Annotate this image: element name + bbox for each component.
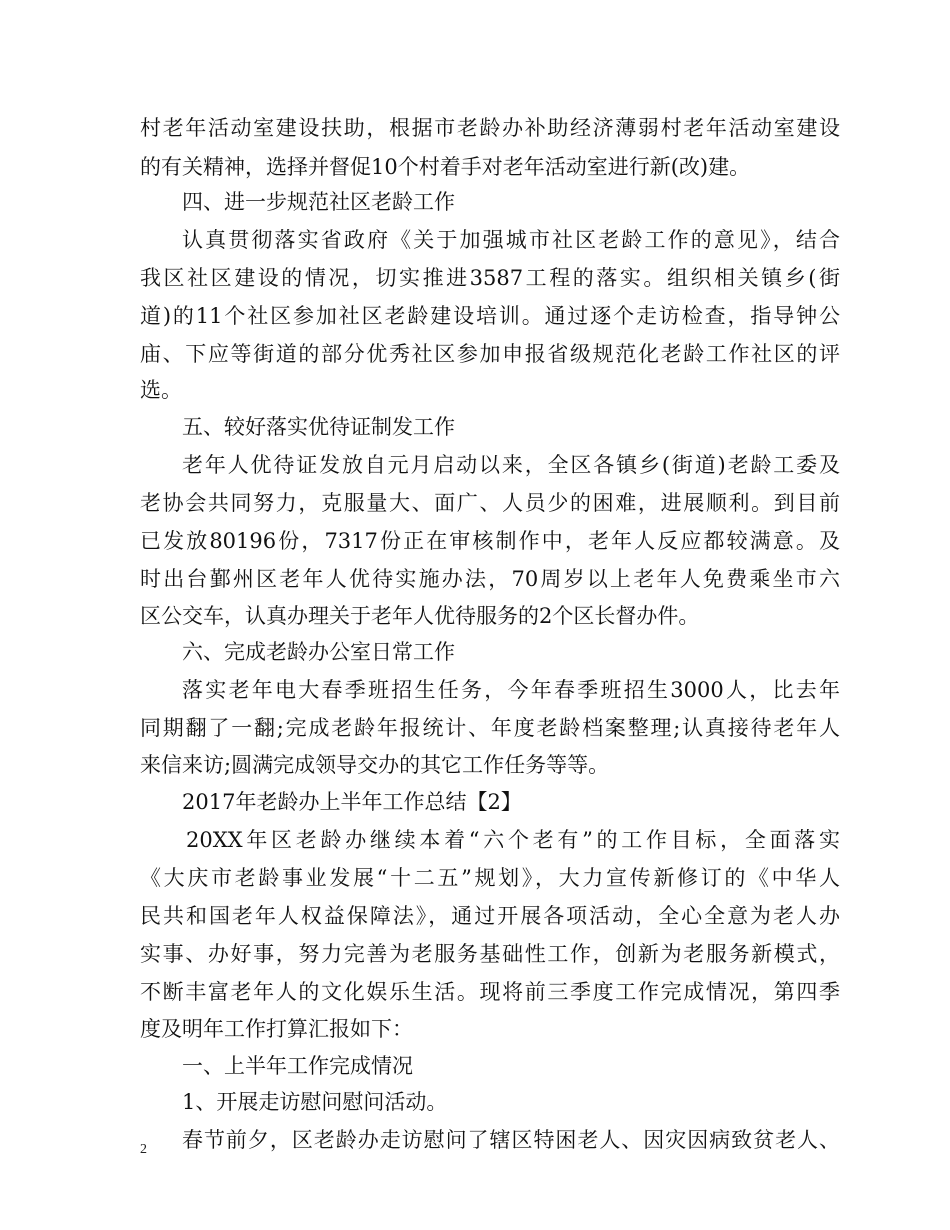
paragraph-line: 20XX年区老龄办继续本着“六个老有”的工作目标，全面落实 bbox=[186, 828, 840, 852]
paragraph-line: 认真贯彻落实省政府《关于加强城市社区老龄工作的意见》，结合 bbox=[182, 228, 840, 252]
paragraph-line: 老协会共同努力，克服量大、面广、人员少的困难，进展顺利。到目前 bbox=[140, 491, 840, 515]
paragraph-line: 《大庆市老龄事业发展“十二五”规划》，大力宣传新修订的《中华人 bbox=[140, 866, 840, 890]
paragraph-line: 民共和国老年人权益保障法》，通过开展各项活动，全心全意为老人办 bbox=[140, 904, 840, 928]
paragraph-line: 同期翻了一翻;完成老龄年报统计、年度老龄档案整理;认真接待老年人 bbox=[140, 716, 840, 740]
paragraph-line: 实事、办好事，努力完善为老服务基础性工作，创新为老服务新模式， bbox=[140, 942, 840, 966]
section-heading: 一、上半年工作完成情况 bbox=[182, 1054, 413, 1078]
paragraph-line: 时出台鄞州区老年人优待实施办法，70周岁以上老年人免费乘坐市六 bbox=[140, 567, 840, 591]
paragraph-line: 度及明年工作打算汇报如下： bbox=[140, 1017, 413, 1041]
paragraph-line: 选。 bbox=[140, 378, 182, 402]
paragraph-line: 道)的11个社区参加社区老龄建设培训。通过逐个走访检查，指导钟公 bbox=[140, 304, 840, 328]
paragraph-line: 老年人优待证发放自元月启动以来，全区各镇乡(街道)老龄工委及 bbox=[182, 453, 840, 477]
paragraph-line: 庙、下应等街道的部分优秀社区参加申报省级规范化老龄工作社区的评 bbox=[140, 342, 840, 366]
section-heading: 四、进一步规范社区老龄工作 bbox=[182, 190, 455, 214]
paragraph-line: 春节前夕，区老龄办走访慰问了辖区特困老人、因灾因病致贫老人、 bbox=[182, 1128, 840, 1152]
paragraph-line: 村老年活动室建设扶助，根据市老龄办补助经济薄弱村老年活动室建设 bbox=[140, 116, 840, 140]
paragraph-line: 不断丰富老年人的文化娱乐生活。现将前三季度工作完成情况，第四季 bbox=[140, 980, 840, 1004]
paragraph-line: 的有关精神，选择并督促10个村着手对老年活动室进行新(改)建。 bbox=[140, 155, 751, 179]
section-heading: 1、开展走访慰问慰问活动。 bbox=[182, 1090, 448, 1114]
paragraph-line: 区公交车，认真办理关于老年人优待服务的2个区长督办件。 bbox=[140, 604, 700, 628]
section-heading: 五、较好落实优待证制发工作 bbox=[182, 415, 455, 439]
page-number: 2 bbox=[140, 1142, 147, 1157]
paragraph-line: 我区社区建设的情况，切实推进3587工程的落实。组织相关镇乡(街 bbox=[140, 266, 840, 290]
paragraph-line: 落实老年电大春季班招生任务，今年春季班招生3000人，比去年 bbox=[182, 678, 840, 702]
document-subtitle: 2017年老龄办上半年工作总结【2】 bbox=[182, 790, 522, 814]
section-heading: 六、完成老龄办公室日常工作 bbox=[182, 640, 455, 664]
paragraph-line: 来信来访;圆满完成领导交办的其它工作任务等等。 bbox=[140, 753, 610, 777]
paragraph-line: 已发放80196份，7317份正在审核制作中，老年人反应都较满意。及 bbox=[140, 529, 840, 553]
